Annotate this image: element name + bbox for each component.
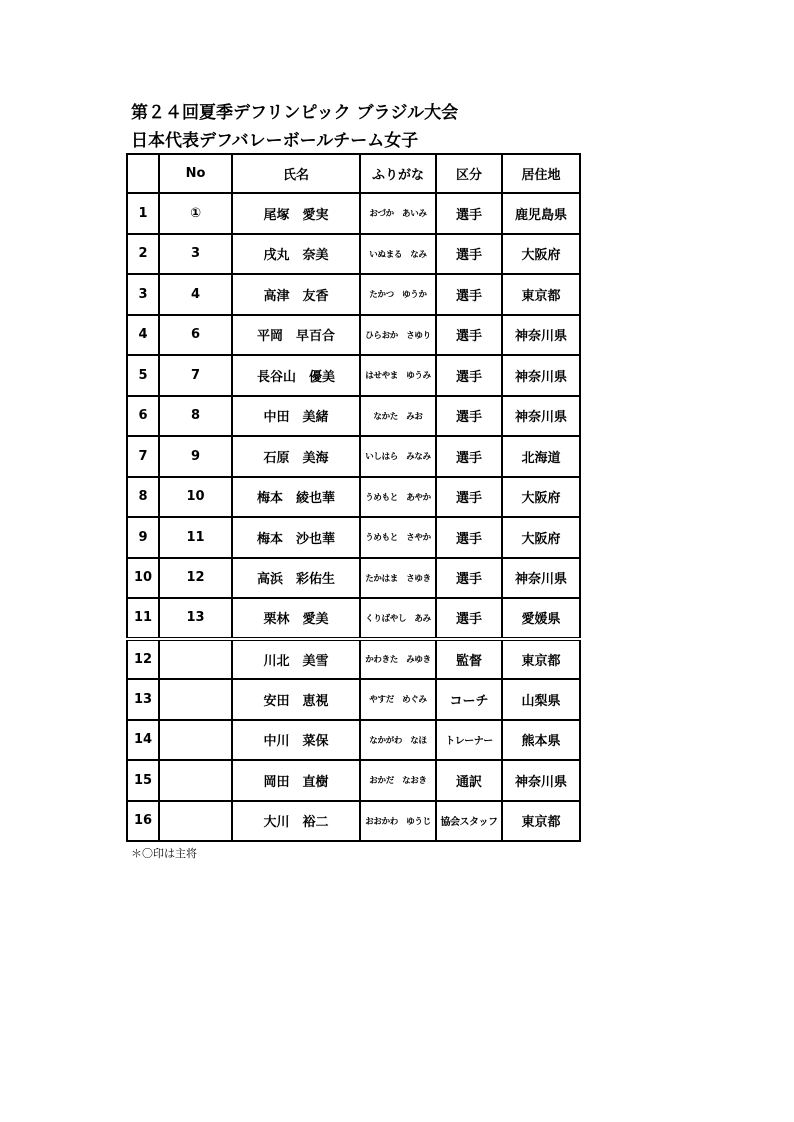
name-cell: 長谷山 優美 — [232, 355, 360, 396]
furigana-cell: かわきた みゆき — [360, 639, 436, 680]
category-cell: 監督 — [436, 639, 502, 680]
category-cell: 選手 — [436, 396, 502, 437]
category-cell: コーチ — [436, 679, 502, 720]
name-cell: 平岡 早百合 — [232, 315, 360, 356]
name-cell: 中田 美緒 — [232, 396, 360, 437]
name-cell: 梅本 沙也華 — [232, 517, 360, 558]
table-row — [127, 517, 580, 558]
residence-cell: 神奈川県 — [502, 396, 580, 437]
jersey-number-cell: ① — [159, 193, 232, 234]
row-index-cell: 8 — [127, 477, 159, 518]
category-cell: 選手 — [436, 315, 502, 356]
captain-footnote: ＊〇印は主将 — [131, 847, 197, 860]
furigana-cell: おづか あいみ — [360, 193, 436, 234]
jersey-number-cell: 7 — [159, 355, 232, 396]
header-category: 区分 — [436, 154, 502, 193]
table-row — [127, 193, 580, 234]
row-index-cell: 10 — [127, 558, 159, 599]
table-row — [127, 355, 580, 396]
row-index-cell: 12 — [127, 639, 159, 680]
table-row — [127, 679, 580, 720]
jersey-number-cell: 13 — [159, 598, 232, 639]
name-cell: 安田 恵視 — [232, 679, 360, 720]
furigana-cell: なかた みお — [360, 396, 436, 437]
row-index-cell: 2 — [127, 234, 159, 275]
header-index — [127, 154, 159, 193]
category-cell: 選手 — [436, 558, 502, 599]
category-cell: 選手 — [436, 477, 502, 518]
table-row — [127, 477, 580, 518]
name-cell: 梅本 綾也華 — [232, 477, 360, 518]
residence-cell: 鹿児島県 — [502, 193, 580, 234]
category-cell: トレーナー — [436, 720, 502, 761]
document-title: 第２４回夏季デフリンピック ブラジル大会 — [131, 103, 459, 123]
document-subtitle: 日本代表デフバレーボールチーム女子 — [131, 131, 419, 151]
table-row — [127, 315, 580, 356]
residence-cell: 神奈川県 — [502, 760, 580, 801]
residence-cell: 山梨県 — [502, 679, 580, 720]
jersey-number-cell — [159, 720, 232, 761]
table-row — [127, 801, 580, 842]
row-index-cell: 1 — [127, 193, 159, 234]
category-cell: 協会スタッフ — [436, 801, 502, 842]
category-cell: 選手 — [436, 193, 502, 234]
furigana-cell: ひらおか さゆり — [360, 315, 436, 356]
residence-cell: 神奈川県 — [502, 315, 580, 356]
row-index-cell: 3 — [127, 274, 159, 315]
header-name: 氏名 — [232, 154, 360, 193]
name-cell: 岡田 直樹 — [232, 760, 360, 801]
furigana-cell: うめもと あやか — [360, 477, 436, 518]
jersey-number-cell: 10 — [159, 477, 232, 518]
row-index-cell: 9 — [127, 517, 159, 558]
jersey-number-cell: 8 — [159, 396, 232, 437]
roster-table — [126, 153, 581, 842]
category-cell: 選手 — [436, 517, 502, 558]
name-cell: 尾塚 愛実 — [232, 193, 360, 234]
row-index-cell: 13 — [127, 679, 159, 720]
roster-body — [127, 193, 580, 841]
jersey-number-cell: 12 — [159, 558, 232, 599]
furigana-cell: たかつ ゆうか — [360, 274, 436, 315]
category-cell: 選手 — [436, 436, 502, 477]
table-row — [127, 720, 580, 761]
furigana-cell: おおかわ ゆうじ — [360, 801, 436, 842]
table-row — [127, 396, 580, 437]
row-index-cell: 6 — [127, 396, 159, 437]
name-cell: 大川 裕二 — [232, 801, 360, 842]
name-cell: 川北 美雪 — [232, 639, 360, 680]
jersey-number-cell: 4 — [159, 274, 232, 315]
table-row — [127, 598, 580, 639]
residence-cell: 大阪府 — [502, 234, 580, 275]
residence-cell: 東京都 — [502, 801, 580, 842]
jersey-number-cell: 6 — [159, 315, 232, 356]
furigana-cell: たかはま さゆき — [360, 558, 436, 599]
jersey-number-cell — [159, 679, 232, 720]
table-row — [127, 639, 580, 680]
residence-cell: 大阪府 — [502, 477, 580, 518]
row-index-cell: 11 — [127, 598, 159, 639]
residence-cell: 神奈川県 — [502, 355, 580, 396]
jersey-number-cell: 3 — [159, 234, 232, 275]
furigana-cell: いぬまる なみ — [360, 234, 436, 275]
row-index-cell: 14 — [127, 720, 159, 761]
category-cell: 選手 — [436, 234, 502, 275]
name-cell: 石原 美海 — [232, 436, 360, 477]
name-cell: 中川 菜保 — [232, 720, 360, 761]
name-cell: 栗林 愛美 — [232, 598, 360, 639]
category-cell: 選手 — [436, 274, 502, 315]
name-cell: 高津 友香 — [232, 274, 360, 315]
furigana-cell: はせやま ゆうみ — [360, 355, 436, 396]
furigana-cell: おかだ なおき — [360, 760, 436, 801]
furigana-cell: いしはら みなみ — [360, 436, 436, 477]
jersey-number-cell — [159, 639, 232, 680]
table-row — [127, 760, 580, 801]
furigana-cell: なかがわ なほ — [360, 720, 436, 761]
jersey-number-cell — [159, 801, 232, 842]
residence-cell: 神奈川県 — [502, 558, 580, 599]
row-index-cell: 15 — [127, 760, 159, 801]
name-cell: 戌丸 奈美 — [232, 234, 360, 275]
row-index-cell: 5 — [127, 355, 159, 396]
table-row — [127, 234, 580, 275]
table-header-row — [127, 154, 580, 193]
name-cell: 高浜 彩佑生 — [232, 558, 360, 599]
residence-cell: 熊本県 — [502, 720, 580, 761]
category-cell: 選手 — [436, 355, 502, 396]
table-row — [127, 436, 580, 477]
jersey-number-cell — [159, 760, 232, 801]
residence-cell: 愛媛県 — [502, 598, 580, 639]
furigana-cell: やすだ めぐみ — [360, 679, 436, 720]
residence-cell: 東京都 — [502, 274, 580, 315]
table-row — [127, 558, 580, 599]
jersey-number-cell: 11 — [159, 517, 232, 558]
table-row — [127, 274, 580, 315]
residence-cell: 北海道 — [502, 436, 580, 477]
furigana-cell: くりばやし あみ — [360, 598, 436, 639]
row-index-cell: 16 — [127, 801, 159, 842]
residence-cell: 大阪府 — [502, 517, 580, 558]
category-cell: 選手 — [436, 598, 502, 639]
header-number: No — [159, 154, 232, 193]
jersey-number-cell: 9 — [159, 436, 232, 477]
furigana-cell: うめもと さやか — [360, 517, 436, 558]
header-residence: 居住地 — [502, 154, 580, 193]
category-cell: 通訳 — [436, 760, 502, 801]
row-index-cell: 4 — [127, 315, 159, 356]
row-index-cell: 7 — [127, 436, 159, 477]
header-furigana: ふりがな — [360, 154, 436, 193]
residence-cell: 東京都 — [502, 639, 580, 680]
